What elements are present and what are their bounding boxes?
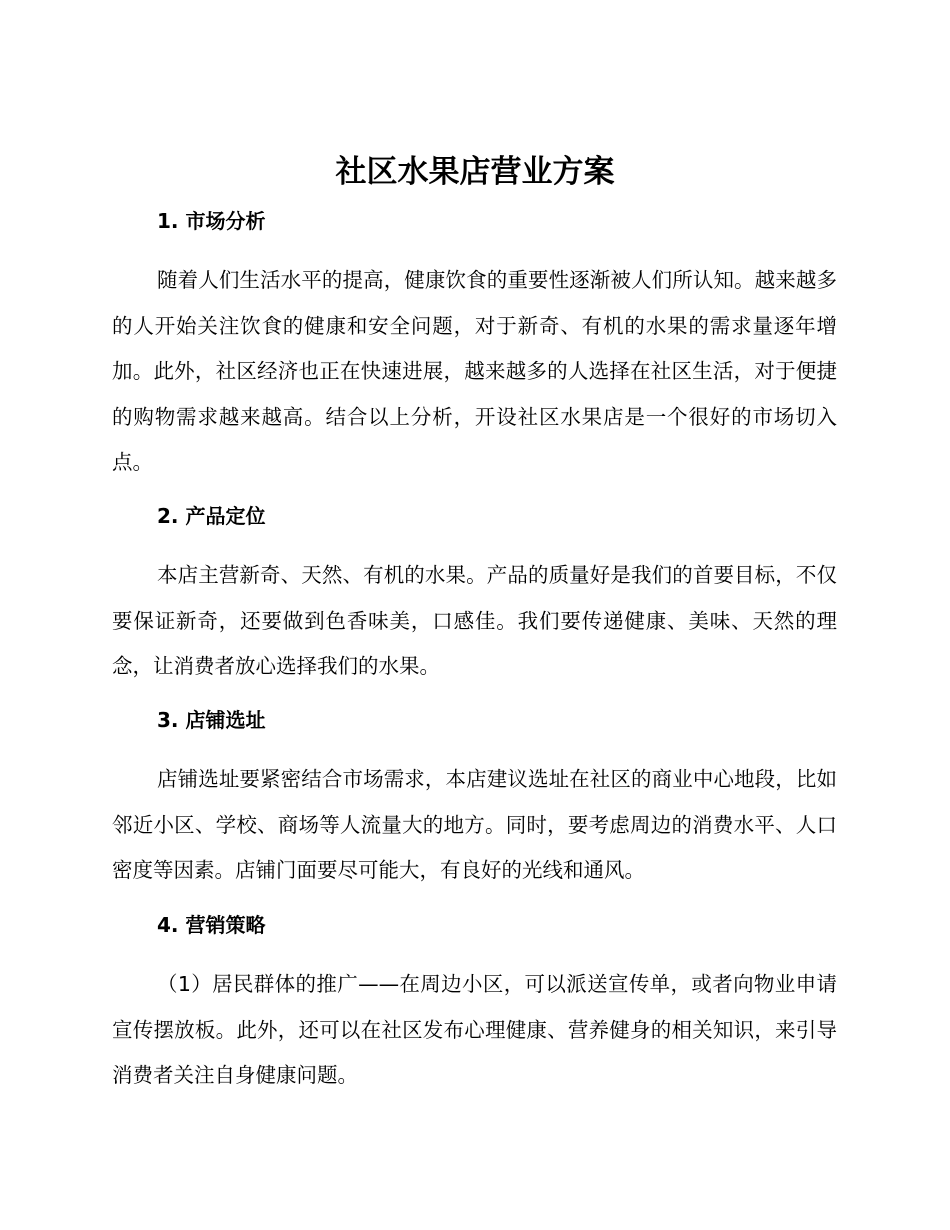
document-title: 社区水果店营业方案 <box>335 154 615 190</box>
section-body-market-analysis: 随着人们生活水平的提高，健康饮食的重要性逐渐被人们所认知。越来越多的人开始关注饮食的健康和安全问题，对于新奇、有机的水果的需求量逐年增加。此外，社区经济也正在快速进展，越来越多的人选择在社区生活，对于便捷的购物需求越来越高。结合以上分析，开设社区水果店是一个很好的市场切入点。 <box>112 268 837 474</box>
section-body-store-location: 店铺选址要紧密结合市场需求，本店建议选址在社区的商业中心地段，比如邻近小区、学校、商场等人流量大的地方。同时，要考虑周边的消费水平、人口密度等因素。店铺门面要尽可能大，有良好的光线和通风。 <box>112 767 837 882</box>
section-heading-market-analysis: 1. 市场分析 <box>157 209 266 233</box>
section-heading-store-location: 3. 店铺选址 <box>157 708 266 732</box>
section-body-product-positioning: 本店主营新奇、天然、有机的水果。产品的质量好是我们的首要目标，不仅要保证新奇，还要做到色香味美，口感佳。我们要传递健康、美味、天然的理念，让消费者放心选择我们的水果。 <box>112 563 837 678</box>
section-body-marketing-strategy: （1）居民群体的推广——在周边小区，可以派送宣传单，或者向物业申请宣传摆放板。此外，还可以在社区发布心理健康、营养健身的相关知识，来引导消费者关注自身健康问题。 <box>112 972 837 1087</box>
section-heading-marketing-strategy: 4. 营销策略 <box>157 913 266 937</box>
section-heading-product-positioning: 2. 产品定位 <box>157 504 266 528</box>
